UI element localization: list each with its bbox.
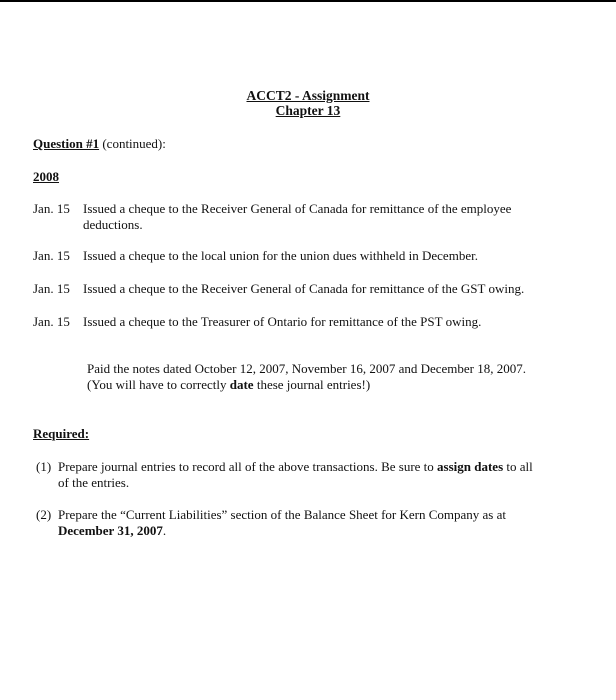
required-item-line: Prepare the “Current Liabilities” section of the Balance Sheet for Kern Company as at (58, 507, 506, 522)
required-item-line: of the entries. (58, 475, 130, 490)
document-subtitle: Chapter 13 (275, 103, 341, 118)
required-text: . (162, 523, 167, 538)
notes-emphasis: date (229, 377, 254, 392)
required-emphasis: December 31, 2007 (58, 523, 163, 538)
required-item-text (58, 459, 584, 491)
notes-line: Paid the notes dated October 12, 2007, November 16, 2007 and December 18, 2007. (87, 361, 527, 376)
required-text: to all (503, 459, 533, 474)
required-text: Prepare journal entries to record all of the above transactions. Be sure to (58, 459, 438, 474)
question-suffix: (continued): (99, 136, 166, 151)
entry-date: Jan. 15 (33, 281, 70, 296)
entry-date: Jan. 15 (33, 248, 70, 263)
notes-text: these journal entries!) (253, 377, 371, 392)
required-item-number: (2) (36, 507, 52, 522)
notes-paragraph (87, 361, 577, 393)
entry-text: Issued a cheque to the local union for the union dues withheld in December. (83, 248, 478, 263)
required-heading: Required: (33, 426, 90, 441)
entry-date: Jan. 15 (33, 201, 70, 216)
entry-text-line: Issued a cheque to the Receiver General of Canada for remittance of the employee (83, 201, 512, 216)
required-item-number: (1) (36, 459, 52, 474)
entry-text: Issued a cheque to the Treasurer of Ontario for remittance of the PST owing. (83, 314, 482, 329)
year-heading: 2008 (33, 169, 59, 184)
entry-text-line: deductions. (83, 217, 143, 232)
entry-date: Jan. 15 (33, 314, 70, 329)
question-label: Question #1 (33, 136, 100, 151)
required-item-text (58, 507, 584, 539)
question-heading (33, 136, 166, 152)
top-border-line (0, 0, 616, 2)
required-item-line (58, 459, 584, 475)
required-item-line (58, 523, 584, 539)
notes-line (87, 377, 577, 393)
entry-text (83, 201, 573, 233)
required-emphasis: assign dates (437, 459, 504, 474)
document-title: ACCT2 - Assignment (246, 88, 370, 103)
entry-text: Issued a cheque to the Receiver General of Canada for remittance of the GST owing. (83, 281, 525, 296)
notes-text: (You will have to correctly (87, 377, 230, 392)
